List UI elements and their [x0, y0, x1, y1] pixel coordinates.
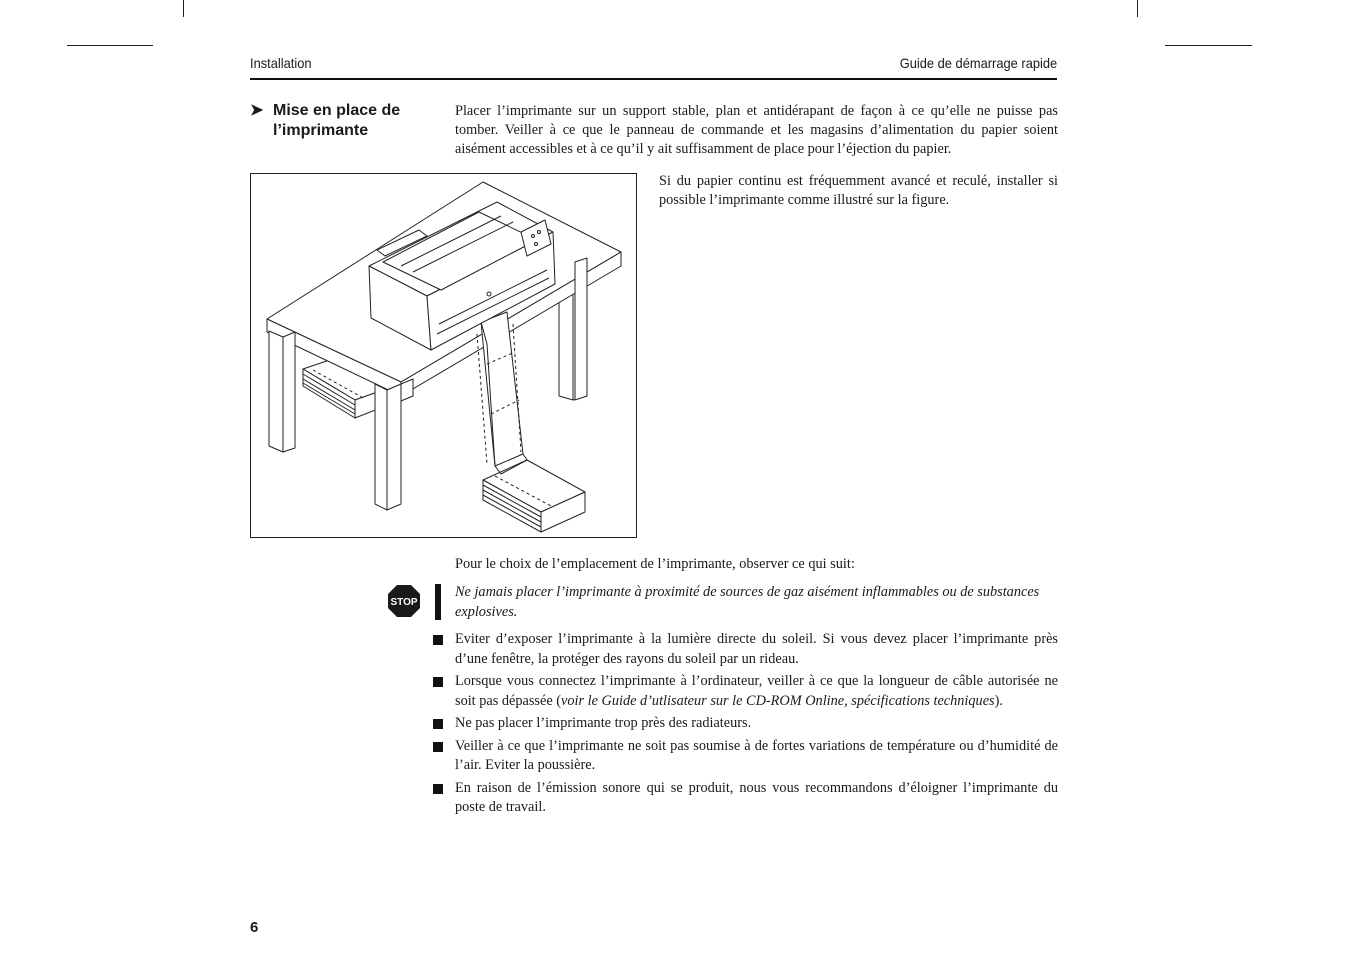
list-item: Ne pas placer l’imprimante trop près des radiateurs.	[433, 714, 1058, 734]
section-heading	[250, 101, 450, 141]
crop-mark	[67, 45, 153, 46]
figure-caption-paragraph: Si du papier continu est fréquemment avancé et reculé, installer si possible l’imprimante comme illustré sur la figure.	[659, 173, 1058, 208]
arrow-icon: ➤	[250, 102, 264, 119]
page-number: 6	[250, 919, 259, 936]
warning-bar	[435, 584, 441, 620]
crop-mark	[1137, 0, 1138, 17]
bullet-square-icon	[433, 719, 443, 729]
bullet-square-icon	[433, 635, 443, 645]
bullet-list	[433, 630, 1058, 821]
list-item: Veiller à ce que l’imprimante ne soit pas soumise à de fortes variations de température ou d’humidité de l’air. Eviter la poussière.	[433, 737, 1058, 776]
list-item: Eviter d’exposer l’imprimante à la lumière directe du soleil. Si vous devez placer l’imprimante près d’une fenêtre, la protéger des rayons du soleil par un rideau.	[433, 630, 1058, 669]
header-rule	[250, 78, 1057, 80]
warning-text: Ne jamais placer l’imprimante à proximité de sources de gaz aisément inflammables ou de substances explosives.	[455, 584, 1040, 620]
printer-on-table-figure	[250, 173, 637, 538]
bullet-square-icon	[433, 742, 443, 752]
list-item: En raison de l’émission sonore qui se produit, nous vous recommandons d’éloigner l’imprimante du poste de travail.	[433, 779, 1058, 818]
bullet-square-icon	[433, 677, 443, 687]
running-header-left: Installation	[250, 55, 312, 71]
section-title: Mise en place de l’imprimante	[273, 102, 401, 139]
running-header-right: Guide de démarrage rapide	[899, 55, 1057, 71]
stop-sign-icon	[387, 584, 421, 618]
stop-sign-label: STOP	[390, 597, 418, 608]
bullet-square-icon	[433, 784, 443, 794]
intro-paragraph: Placer l’imprimante sur un support stable, plan et antidérapant de façon à ce qu’elle ne puisse pas tomber. Veiller à ce que le panneau de commande et les magasins d’alimentation du papier soient aisément accessibles et à ce qu’il y ait suffisamment de place pour l’éjection du papier.	[455, 103, 1058, 157]
printer-table-illustration	[251, 174, 636, 537]
crop-mark	[1165, 45, 1252, 46]
crop-mark	[183, 0, 184, 17]
list-item: Lorsque vous connectez l’imprimante à l’ordinateur, veiller à ce que la longueur de câble autorisée ne soit pas dépassée (voir le Guide d’utlisateur sur le CD-ROM Online, spécifications techniques).	[433, 672, 1058, 711]
choice-paragraph: Pour le choix de l’emplacement de l’imprimante, observer ce qui suit:	[455, 556, 855, 572]
